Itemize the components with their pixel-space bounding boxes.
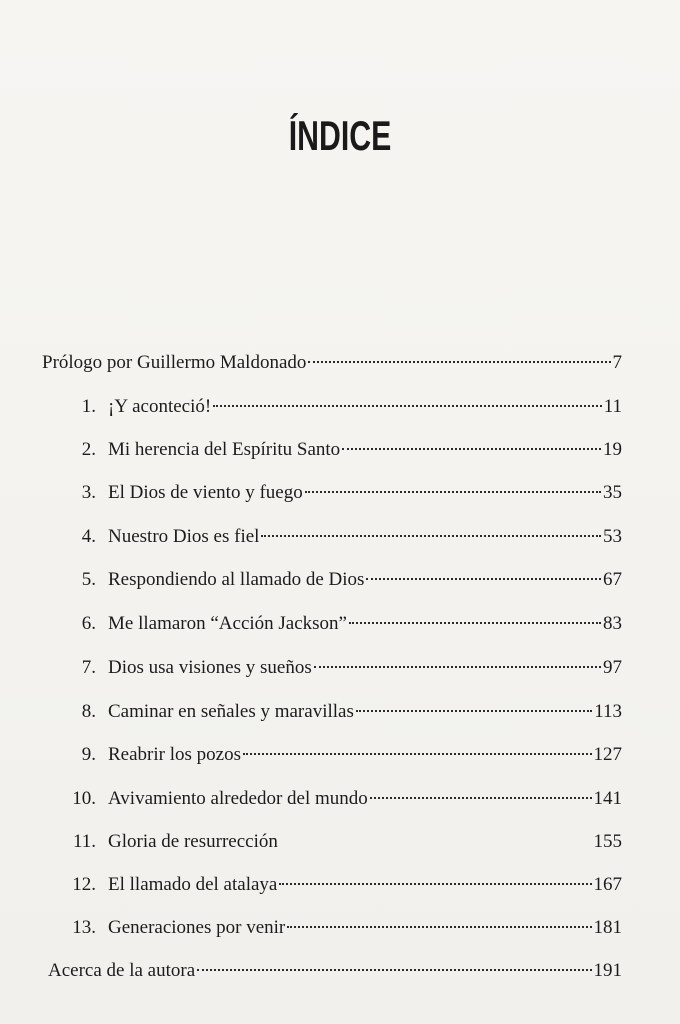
dot-leader bbox=[370, 795, 592, 799]
toc-entry-label: Nuestro Dios es fiel bbox=[108, 526, 260, 547]
toc-entry-page: 97 bbox=[603, 657, 622, 678]
toc-entry-number: 6. bbox=[81, 613, 96, 634]
toc-entry-13 bbox=[60, 913, 622, 943]
page-title: ÍNDICE bbox=[288, 112, 392, 159]
toc-entry-number: 3. bbox=[81, 482, 96, 503]
dot-leader bbox=[356, 708, 592, 712]
dot-leader bbox=[279, 881, 591, 885]
toc-entry-label: Reabrir los pozos bbox=[108, 744, 241, 765]
toc-entry-page: 19 bbox=[603, 439, 622, 460]
dot-leader bbox=[197, 967, 591, 971]
toc-entry-number: 2. bbox=[81, 439, 96, 460]
toc-entry-page: 7 bbox=[612, 352, 622, 373]
toc-entry-page: 127 bbox=[593, 744, 622, 765]
dot-leader bbox=[342, 446, 601, 450]
dot-leader bbox=[261, 533, 601, 537]
toc-entry-page: 11 bbox=[603, 396, 622, 417]
toc-entry-number: 11. bbox=[72, 831, 96, 852]
toc-entry-label: Acerca de la autora bbox=[48, 960, 196, 981]
toc-entry-11 bbox=[60, 827, 622, 857]
toc-entry-label: Generaciones por venir bbox=[108, 917, 286, 938]
toc-entry-9 bbox=[60, 740, 622, 770]
dot-leader bbox=[308, 359, 610, 363]
toc-entry-page: 167 bbox=[593, 874, 622, 895]
toc-entry-label: Respondiendo al llamado de Dios bbox=[108, 569, 365, 590]
toc-entry-number: 13. bbox=[72, 917, 96, 938]
toc-entry-number: 1. bbox=[81, 396, 96, 417]
toc-entry-label: El Dios de viento y fuego bbox=[108, 482, 303, 503]
dot-leader bbox=[243, 751, 592, 755]
toc-entry-6 bbox=[60, 609, 622, 639]
toc-entry-page: 181 bbox=[593, 917, 622, 938]
toc-entry-page: 141 bbox=[593, 788, 622, 809]
toc-entry-number: 9. bbox=[81, 744, 96, 765]
toc-entry-number: 8. bbox=[81, 701, 96, 722]
toc-entry-label: Gloria de resurrección bbox=[108, 831, 278, 852]
dot-leader bbox=[314, 664, 601, 668]
toc-entry-8 bbox=[60, 697, 622, 727]
toc-entry-page: 53 bbox=[603, 526, 622, 547]
toc-entry-label: El llamado del atalaya bbox=[108, 874, 278, 895]
toc-entry-2 bbox=[60, 435, 622, 465]
toc-entry-number: 4. bbox=[81, 526, 96, 547]
toc-entry-page: 113 bbox=[594, 701, 622, 722]
toc-entry-page: 67 bbox=[603, 569, 622, 590]
toc-entry-number: 10. bbox=[72, 788, 96, 809]
toc-entry-label: Mi herencia del Espíritu Santo bbox=[108, 439, 341, 460]
toc-entry-prologue bbox=[42, 348, 622, 378]
dot-leader bbox=[287, 924, 591, 928]
toc-entry-page: 35 bbox=[603, 482, 622, 503]
toc-entry-7 bbox=[60, 653, 622, 683]
dot-leader bbox=[213, 403, 601, 407]
dot-leader bbox=[349, 620, 601, 624]
toc-entry-label: Me llamaron “Acción Jackson” bbox=[108, 613, 347, 634]
toc-entry-page: 155 bbox=[593, 831, 622, 852]
toc-entry-label: ¡Y aconteció! bbox=[108, 396, 212, 417]
toc-entry-4 bbox=[60, 522, 622, 552]
toc-entry-label: Prólogo por Guillermo Maldonado bbox=[42, 352, 307, 373]
toc-entry-number: 5. bbox=[81, 569, 96, 590]
toc-entry-number: 12. bbox=[72, 874, 96, 895]
toc-entry-5 bbox=[60, 565, 622, 595]
dot-leader bbox=[366, 576, 601, 580]
toc-entry-page: 83 bbox=[603, 613, 622, 634]
toc-entry-label: Caminar en señales y maravillas bbox=[108, 701, 354, 722]
toc-entry-number: 7. bbox=[81, 657, 96, 678]
toc-entry-1 bbox=[60, 392, 622, 422]
toc-entry-label: Dios usa visiones y sueños bbox=[108, 657, 312, 678]
toc-entry-author bbox=[48, 956, 622, 986]
toc-entry-3 bbox=[60, 478, 622, 508]
toc-entry-label: Avivamiento alrededor del mundo bbox=[108, 788, 368, 809]
toc-entry-10 bbox=[60, 784, 622, 814]
toc-entry-12 bbox=[60, 870, 622, 900]
toc-entry-page: 191 bbox=[593, 960, 622, 981]
dot-leader bbox=[305, 489, 601, 493]
